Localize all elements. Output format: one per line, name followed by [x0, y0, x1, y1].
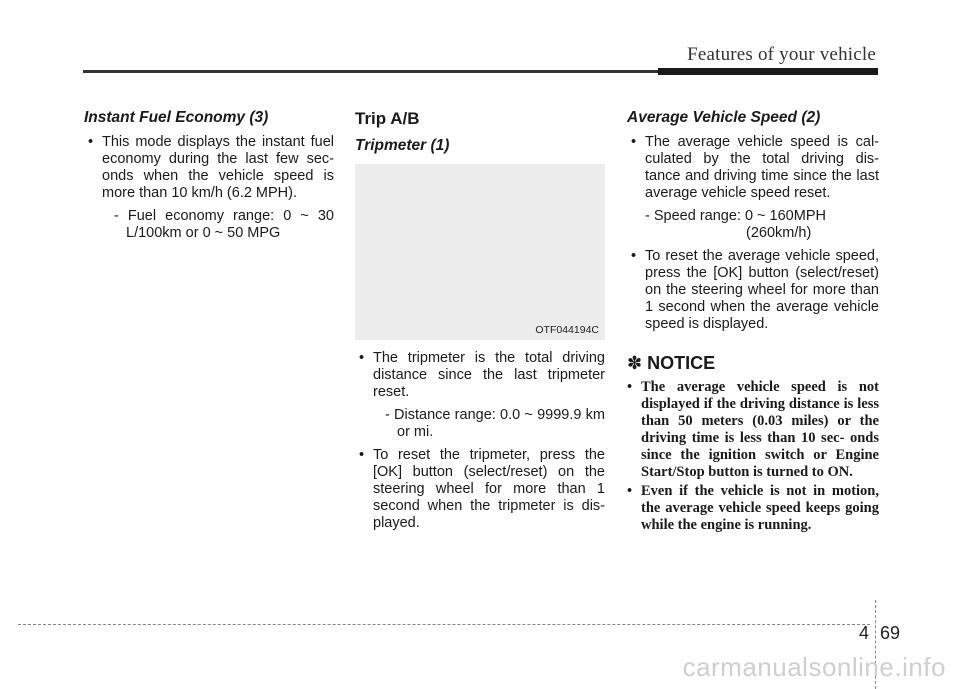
notice-title: ✽ NOTICE: [627, 353, 716, 373]
speed-range-line1: - Speed range: 0 ~ 160MPH: [645, 208, 826, 224]
bullet-tripmeter-reset: • To reset the tripmeter, press the [OK] button (select/reset) on the steering wheel for more than 1 second when the tripmeter is dis- played.: [355, 447, 605, 532]
heading-tripmeter: Tripmeter (1): [355, 137, 450, 154]
footer-dashed-rule: [18, 624, 870, 625]
fuel-economy-range: - Fuel economy range: 0 ~ 30 L/100km or 0 ~ 50 MPG: [114, 208, 334, 241]
bullet-tripmeter-description: • The tripmeter is the total driving distance since the last tripmeter reset.: [355, 350, 605, 401]
bullet-average-speed-reset: • To reset the average vehicle speed, press the [OK] button (select/reset) on the steering wheel for more than 1 second when the average vehicle speed is displayed.: [627, 248, 879, 333]
speed-range: [627, 208, 879, 242]
tripmeter-figure: [355, 164, 605, 340]
heading-instant-fuel-economy: Instant Fuel Economy (3): [84, 109, 269, 126]
column-average-speed: [627, 108, 879, 536]
column-instant-fuel-economy: [84, 108, 334, 248]
watermark: carmanualsonline.info: [682, 652, 946, 682]
page-number: 69: [880, 623, 901, 643]
bullet-instant-fuel-description: • This mode displays the instant fuel economy during the last few sec- onds when the vehicle speed is more than 10 km/h (6.2 MPH).: [84, 134, 334, 202]
figure-code: OTF044194C: [535, 324, 599, 336]
distance-range: - Distance range: 0.0 ~ 9999.9 km or mi.: [385, 407, 605, 440]
header-title: Features of your vehicle: [687, 44, 876, 65]
section-title-trip: Trip A/B: [355, 109, 420, 128]
header-rule-accent: [658, 68, 878, 75]
notice-item-1: • The average vehicle speed is not displayed if the driving distance is less than 50 meters (0.03 miles) or the driving time is less than 10 sec- onds since the ignition switch or Engine Start/Stop button is turned to ON.: [627, 379, 879, 481]
speed-range-line2: (260km/h): [746, 225, 812, 241]
heading-average-vehicle-speed: Average Vehicle Speed (2): [627, 109, 821, 126]
notice-item-2: • Even if the vehicle is not in motion, the average vehicle speed keeps going while the engine is running.: [627, 483, 879, 534]
chapter-number: 4: [859, 623, 870, 643]
column-trip: [355, 108, 605, 538]
bullet-average-speed-description: • The average vehicle speed is cal- culated by the total driving dis- tance and driving time since the last average vehicle speed reset.: [627, 134, 879, 202]
